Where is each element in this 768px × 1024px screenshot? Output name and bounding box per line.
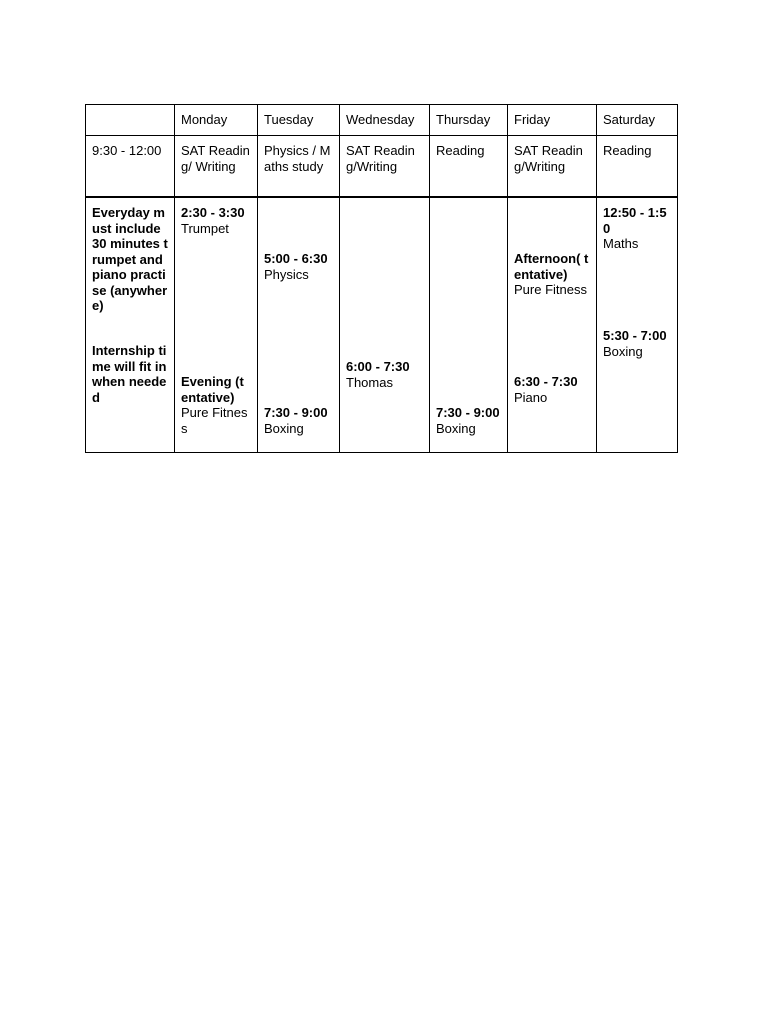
header-thursday: Thursday	[430, 105, 508, 136]
morning-time-cell: 9:30 - 12:00	[86, 136, 175, 198]
friday-afternoon-time: Afternoon( tentative)	[514, 251, 589, 282]
morning-friday: SAT Reading/Writing	[508, 136, 597, 198]
afternoon-thursday	[430, 197, 508, 453]
header-tuesday: Tuesday	[258, 105, 340, 136]
notes-cell	[86, 197, 175, 453]
piano-activity: Piano	[514, 389, 548, 405]
physics-activity: Physics	[264, 266, 309, 282]
header-saturday: Saturday	[597, 105, 678, 136]
saturday-boxing-time: 5:30 - 7:00	[603, 328, 667, 343]
thomas-activity: Thomas	[346, 374, 393, 390]
maths-activity: Maths	[603, 236, 639, 251]
afternoon-tuesday	[258, 197, 340, 453]
morning-tuesday: Physics / Maths study	[258, 136, 340, 198]
saturday-boxing-activity: Boxing	[603, 343, 643, 359]
internship-note: Internship time will fit in when needed	[92, 343, 167, 405]
header-row	[86, 105, 678, 136]
evening-time: Evening (tentative)	[181, 374, 244, 405]
everyday-note: Everyday must include 30 minutes trumpet and piano practise (anywhere)	[92, 205, 168, 313]
corner-cell	[86, 105, 175, 136]
trumpet-time: 2:30 - 3:30	[181, 205, 245, 220]
physics-time: 5:00 - 6:30	[264, 251, 328, 266]
evening-activity: Pure Fitness	[181, 405, 248, 436]
tuesday-boxing-activity: Boxing	[264, 420, 304, 436]
trumpet-activity: Trumpet	[181, 220, 229, 236]
afternoon-row	[86, 197, 678, 453]
morning-wednesday: SAT Reading/Writing	[340, 136, 430, 198]
weekly-schedule-table	[85, 104, 678, 453]
header-friday: Friday	[508, 105, 597, 136]
morning-row	[86, 136, 678, 198]
morning-thursday: Reading	[430, 136, 508, 198]
header-wednesday: Wednesday	[340, 105, 430, 136]
piano-time: 6:30 - 7:30	[514, 374, 578, 389]
tuesday-boxing-time: 7:30 - 9:00	[264, 405, 328, 420]
maths-time: 12:50 - 1:50	[603, 205, 667, 236]
thursday-boxing-activity: Boxing	[436, 420, 476, 436]
morning-monday: SAT Reading/ Writing	[175, 136, 258, 198]
afternoon-saturday	[597, 197, 678, 453]
thomas-time: 6:00 - 7:30	[346, 359, 410, 374]
header-monday: Monday	[175, 105, 258, 136]
morning-saturday: Reading	[597, 136, 678, 198]
afternoon-friday	[508, 197, 597, 453]
afternoon-wednesday	[340, 197, 430, 453]
afternoon-monday	[175, 197, 258, 453]
thursday-boxing-time: 7:30 - 9:00	[436, 405, 500, 420]
friday-afternoon-activity: Pure Fitness	[514, 282, 587, 297]
